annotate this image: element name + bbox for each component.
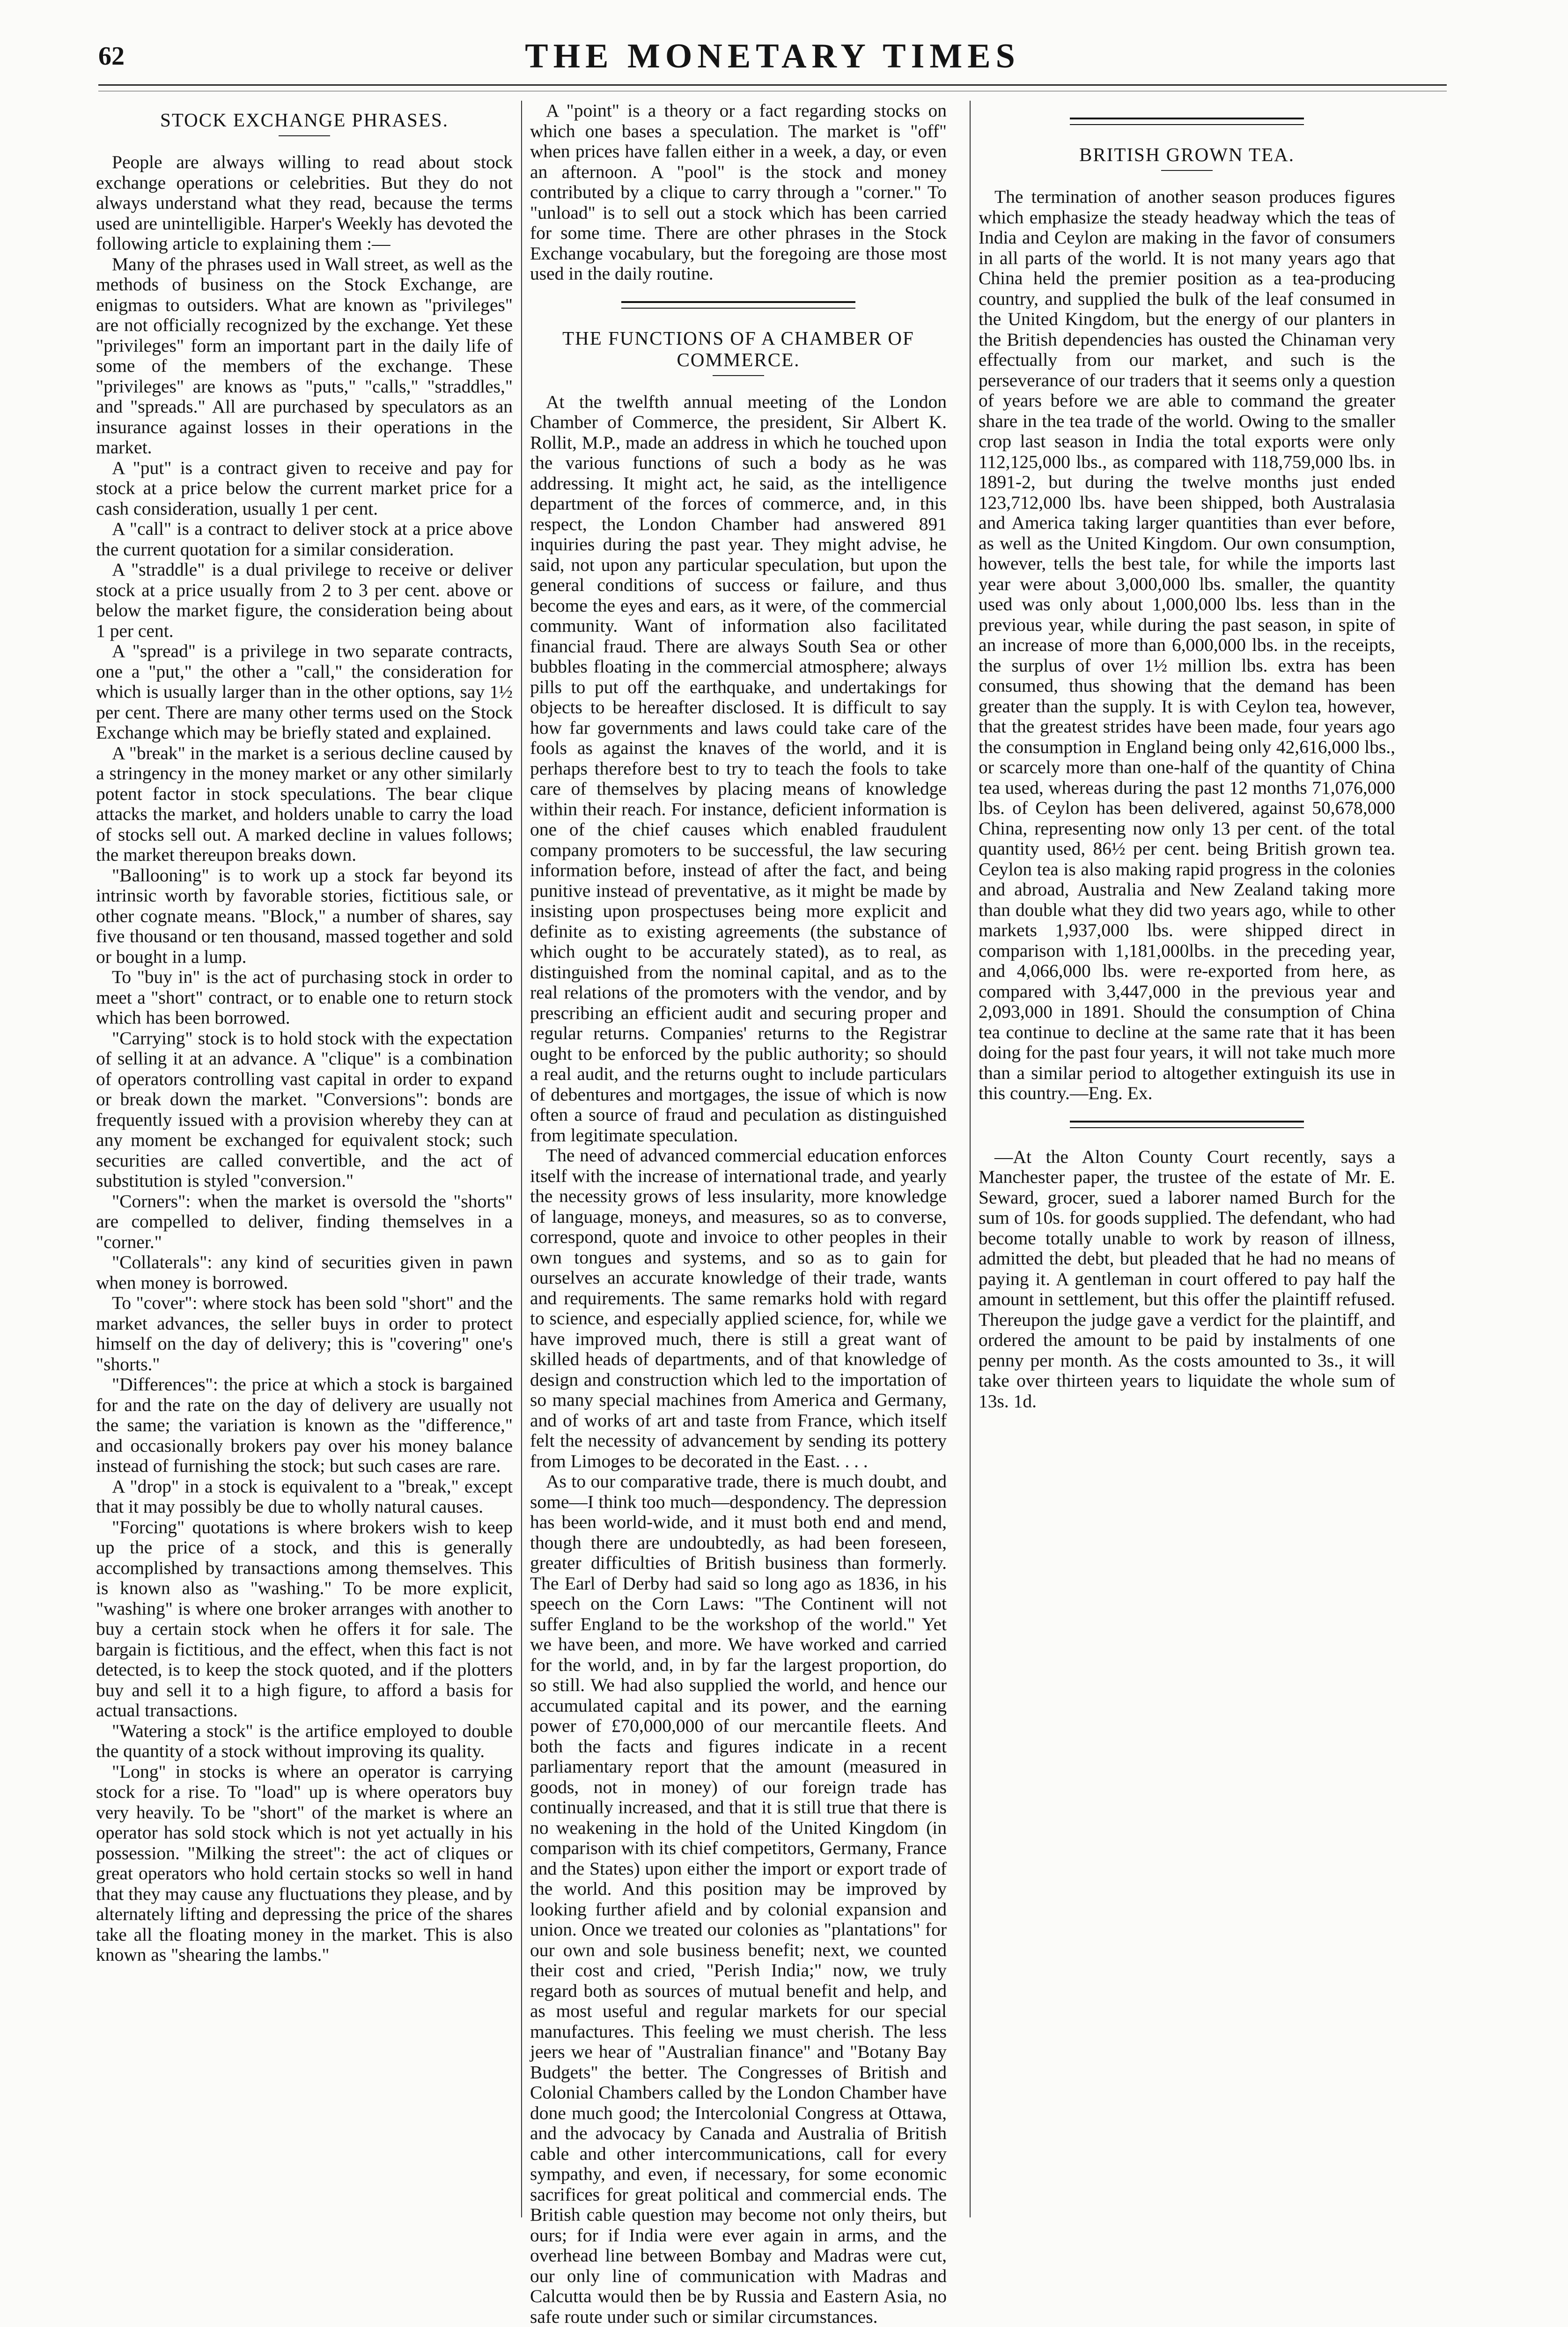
section-divider (621, 301, 855, 309)
article-paragraph: —At the Alton County Court recently, says a Manchester paper, the trustee of the estate of Mr. E. Seward, grocer, sued a laborer named Burch for the sum of 10s. for goods supplied. The defendant, who had become totally unable to work by reason of illness, admitted the debt, but pleaded that he had no means of paying it. A gentleman in court offered to pay half the amount in settlement, but this offer the plaintiff refused. Thereupon the judge gave a verdict for the plaintiff, and ordered the amount to be paid by instalments of one penny per month. As the costs amounted to 3s., it will take over thirteen years to liquidate the whole sum of 13s. 1d. (979, 1146, 1395, 1411)
page-number: 62 (98, 42, 125, 71)
article-paragraph: The termination of another season produces figures which emphasize the steady headway which the teas of India and Ceylon are making in the favor of consumers in all parts of the world. It is not many years ago that China held the premier position as a tea-producing country, and supplied the bulk of the leaf consumed in the United Kingdom, but the energy of our planters in the British dependencies has ousted the Chinaman very effectually from our market, and such is the perseverance of our traders that it seems only a question of years before we are able to command the greater share in the tea trade of the world. Owing to the smaller crop last season in India the total exports were only 112,125,000 lbs., as compared with 118,759,000 lbs. in 1891-2, but during the twelve months just ended 123,712,000 lbs. have been shipped, both Australasia and America taking larger quantities than ever before, as well as the United Kingdom. Our own consumption, however, tells the best tale, for while the imports last year were about 3,000,000 lbs. smaller, the quantity used was only about 1,000,000 lbs. less than in the previous year, while during the past season, in spite of an increase of more than 6,000,000 lbs. in the receipts, the surplus of over 1½ million lbs. extra has been consumed, thus showing that the demand has been greater than the supply. It is with Ceylon tea, however, that the greatest strides have been made, four years ago the consumption in England being only 42,616,000 lbs., or scarcely more than one-half of the quantity of China tea used, whereas during the past 12 months 71,076,000 lbs. of Ceylon has been delivered, against 50,678,000 China, representing now only 13 per cent. of the total quantity used, 86½ per cent. being British grown tea. Ceylon tea is also making rapid progress in the colonies and abroad, Australia and New Zealand taking more than double what they did two years ago, while to other markets 1,937,000 lbs. were shipped direct in comparison with 1,181,000lbs. in the preceding year, and 4,066,000 lbs. were re-exported from here, as compared with 3,447,000 in the previous year and 2,093,000 in 1891. Should the consumption of China tea continue to decline at the same rate that it has been doing for the past four years, it will not take much more than a similar period to altogether extinguish its use in this country.—Eng. Ex. (979, 186, 1395, 1103)
article-paragraph: A "point" is a theory or a fact regarding stocks on which one bases a speculation. The market is "off" when prices have fallen either in a week, a day, or even an afternoon. A "pool" is the stock and money contributed by a clique to carry through a "corner." To "unload" is to sell out a stock which has been carried for some time. There are other phrases in the Stock Exchange vocabulary, but the foregoing are those most used in the daily routine. (530, 100, 947, 284)
article-paragraph: A "call" is a contract to deliver stock at a price above the current quotation for a similar consideration. (96, 518, 513, 560)
publication-title: THE MONETARY TIMES (525, 37, 1020, 75)
column-2 (530, 100, 947, 2327)
article-paragraph: "Long" in stocks is where an operator is carrying stock for a rise. To "load" up is where operators buy very heavily. To be "short" of the market is where an operator has sold stock which is not yet actually in his possession. "Milking the street": the act of cliques or great operators who hold certain stocks so well in hand that they may cause any fluctuations they please, and by alternately lifting and depressing the price of the shares take all the floating money in the market. This is also known as "shearing the lambs." (96, 1761, 513, 1965)
heading-rule (279, 135, 330, 136)
column-1 (96, 101, 513, 2217)
article-paragraph: "Watering a stock" is the artifice employed to double the quantity of a stock without improving its quality. (96, 1720, 513, 1761)
article-paragraph: "Corners": when the market is oversold the "shorts" are compelled to deliver, finding themselves in a "corner." (96, 1190, 513, 1252)
column-divider (521, 101, 522, 2217)
section-divider (1070, 118, 1304, 125)
article-paragraph: "Differences": the price at which a stock is bargained for and the rate on the day of delivery are usually not the same; the variation is known as the "difference," and occasionally brokers pay over his money balance instead of furnishing the stock; but such cases are rare. (96, 1374, 513, 1476)
article-paragraph: "Forcing" quotations is where brokers wish to keep up the price of a stock, and this is generally accomplished by transactions among themselves. This is known also as "washing." To be more explicit, "washing" is where one broker arranges with another to buy a certain stock when he offers it for sale. The bargain is fictitious, and the effect, when this fact is not detected, is to keep the stock quoted, and if the plotters buy and sell it to a high figure, to afford a basis for actual transactions. (96, 1516, 513, 1721)
column-divider (970, 101, 971, 2217)
article-paragraph: A "put" is a contract given to receive and pay for stock at a price below the current market price for a cash consideration, usually 1 per cent. (96, 457, 513, 519)
article-paragraph: People are always willing to read about stock exchange operations or celebrities. But they do not always understand what they read, because the terms used are unintelligible. Harper's Weekly has devoted the following article to explaining them :— (96, 152, 513, 254)
article-paragraph: At the twelfth annual meeting of the London Chamber of Commerce, the president, Sir Albert K. Rollit, M.P., made an address in which he touched upon the various functions of such a body as he was addressing. It might act, he said, as the intelligence department of the forces of commerce, and, in this respect, the London Chamber had answered 891 inquiries during the past year. They might advise, he said, not upon any particular speculation, but upon the general conditions of success or failure, and thus become the eyes and ears, as it were, of the commercial community. Want of information also facilitated financial fraud. There are always South Sea or other bubbles floating in the commercial atmosphere; always pills to put off the earthquake, and undertakings for objects to be hereafter disclosed. It is difficult to say how far governments and laws could take care of the fools as against the knaves of the world, and it is perhaps therefore best to try to teach the fools to take care of themselves by placing means of knowledge within their reach. For instance, deficient information is one of the chief causes which enabled fraudulent company promoters to be successful, the law securing information before, instead of after the fact, and being punitive instead of preventative, as it might be made by insisting upon prospectuses being more explicit and definite as to existing agreements (the substance of which ought to be accurately stated), as to real, as distinguished from the nominal capital, and as to the real relations of the promoters with the vendor, and by prescribing an efficient audit and securing proper and regular returns. Companies' returns to the Registrar ought to be enforced by the public authority; so should a real audit, and the returns ought to include particulars of debentures and mortgages, the issue of which is now often a source of fraud and peculation as distinguished from legitimate speculation. (530, 391, 947, 1145)
section-divider (1070, 1121, 1304, 1128)
article-paragraph: "Ballooning" is to work up a stock far beyond its intrinsic worth by favorable stories, fictitious sale, or other cognate means. "Block," a number of shares, say five thousand or ten thousand, massed together and sold or bought in a lump. (96, 864, 513, 967)
article-paragraph: To "cover": where stock has been sold "short" and the market advances, the seller buys in order to protect himself on the day of delivery; this is "covering" one's "shorts." (96, 1293, 513, 1374)
article-heading-stock-exchange: STOCK EXCHANGE PHRASES. (160, 109, 449, 131)
masthead-rule (98, 84, 1447, 86)
masthead (98, 37, 1447, 88)
article-paragraph: "Collaterals": any kind of securities given in pawn when money is borrowed. (96, 1252, 513, 1293)
article-paragraph: As to our comparative trade, there is much doubt, and some—I think too much—despondency. The depression has been world-wide, and it must both end and mend, though there are undoubtedly, as had been foreseen, greater difficulties of British business than formerly. The Earl of Derby had said so long ago as 1836, in his speech on the Corn Laws: "The Continent will not suffer England to be the workshop of the world." Yet we have been, and more. We have worked and carried for the world, and, in by far the largest proportion, do so still. We had also supplied the world, and hence our accumulated capital and its power, and the earning power of £70,000,000 of our mercantile fleets. And both the facts and figures indicate in a recent parliamentary report that the amount (measured in goods, not in money) of our foreign trade has continually increased, and that it is still true that there is no weakening in the hold of the United Kingdom (in comparison with its chief competitors, Germany, France and the States) upon either the import or export trade of the world. And this position may be improved by looking further afield and by colonial expansion and union. Once we treated our colonies as "plantations" for our own and sole business benefit; next, we counted their cost and cried, "Perish India;" now, we truly regard both as sources of mutual benefit and help, and as most useful and regular markets for our special manufactures. This feeling we must cherish. The less jeers we hear of "Australian finance" and "Botany Bay Budgets" the better. The Congresses of British and Colonial Chambers called by the London Chamber have done much good; the Intercolonial Congress at Ottawa, and the advocacy by Canada and Australia of British cable and other intercommunications, call for every sympathy, and even, if necessary, for some economic sacrifices for great political and commercial ends. The British cable question may become not only theirs, but ours; for if India were ever again in arms, and the overhead line between Bombay and Madras were cut, our only line of communication with Madras and Calcutta would then be by Russia and Eastern Asia, no safe route under such or similar circumstances. (530, 1471, 947, 2327)
article-paragraph: A "break" in the market is a serious decline caused by a stringency in the money market or any other similarly potent factor in stock speculations. The bear clique attacks the market, and holders unable to carry the load of stocks sell out. A marked decline in values follows; the market thereupon breaks down. (96, 742, 513, 865)
article-paragraph: To "buy in" is the act of purchasing stock in order to meet a "short" contract, or to enable one to return stock which has been borrowed. (96, 967, 513, 1028)
article-heading-chamber: THE FUNCTIONS OF A CHAMBER OF COMMERCE. (562, 327, 914, 370)
article-paragraph: The need of advanced commercial education enforces itself with the increase of international trade, and yearly the necessity grows of less insularity, more knowledge of language, moneys, and measures, so as to converse, correspond, quote and invoice to other peoples in their own tongues and systems, and so as to gain for ourselves an accurate knowledge of their trade, wants and requirements. The same remarks hold with regard to science, and especially applied science, for, while we have improved much, there is still a great want of skilled heads of departments, and of that knowledge of design and construction which led to the importation of so many special machines from America and Germany, and of works of art and taste from France, which itself felt the necessity of advancement by sending its pottery from Limoges to be decorated in the East. . . . (530, 1145, 947, 1471)
heading-rule (1161, 170, 1213, 171)
article-paragraph: "Carrying" stock is to hold stock with the expectation of selling it at an advance. A "clique" is a combination of operators controlling vast capital in order to expand or break down the market. "Conversions": bonds are frequently issued with a provision whereby they can at any moment be exchanged for equivalent stock; such securities are called convertible, and the act of substitution is styled "conversion." (96, 1027, 513, 1191)
heading-rule (713, 375, 764, 376)
article-paragraph: A "straddle" is a dual privilege to receive or deliver stock at a price usually from 2 to 3 per cent. above or below the market figure, the consideration being about 1 per cent. (96, 559, 513, 641)
article-paragraph: A "spread" is a privilege in two separate contracts, one a "put," the other a "call," the consideration for which is usually larger than in the other options, say 1½ per cent. There are many other terms used on the Stock Exchange which may be briefly stated and explained. (96, 641, 513, 743)
article-heading-tea: BRITISH GROWN TEA. (1079, 144, 1295, 165)
article-paragraph: Many of the phrases used in Wall street, as well as the methods of business on the Stock Exchange, are enigmas to outsiders. What are known as "privileges" are not officially recognized by the exchange. Yet these "privileges" form an important part in the daily life of some of the members of the exchange. These "privileges" are knows as "puts," "calls," "straddles," and "spreads." All are purchased by speculators as an insurance against losses in their operations in the market. (96, 253, 513, 458)
column-3 (979, 101, 1395, 2217)
article-paragraph: A "drop" in a stock is equivalent to a "break," except that it may possibly be due to wholly natural causes. (96, 1476, 513, 1517)
